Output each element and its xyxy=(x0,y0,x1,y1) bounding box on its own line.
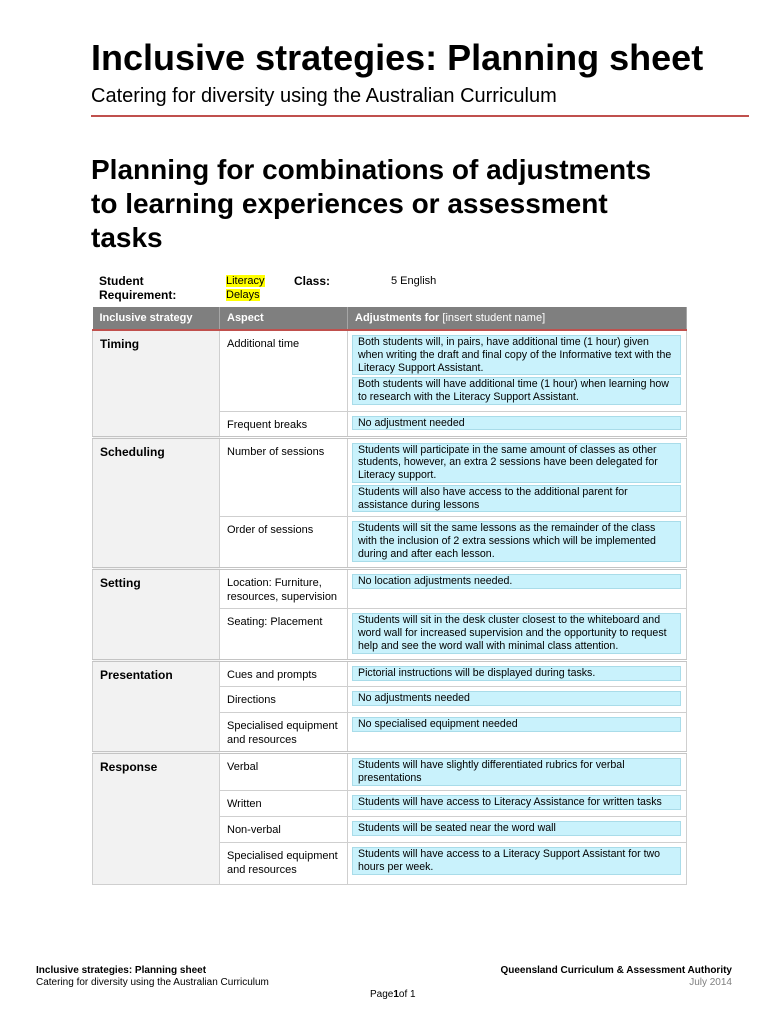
adjustment-text: No adjustments needed xyxy=(352,691,681,706)
adjustment-text: Students will have access to Literacy Assistance for written tasks xyxy=(352,795,681,810)
footer-organisation: Queensland Curriculum & Assessment Authority xyxy=(500,965,732,976)
strategy-setting: Setting xyxy=(93,569,220,661)
header-inclusive-strategy: Inclusive strategy xyxy=(93,307,220,330)
table-header-row xyxy=(93,307,687,330)
adjustment-text: No specialised equipment needed xyxy=(352,717,681,732)
adjustment-text: Both students will, in pairs, have additional time (1 hour) given when writing the draft and final copy of the Informative text with the Literacy Support Assistant. xyxy=(352,335,681,375)
adjustment-text: Students will participate in the same amount of classes as other students, however, an extra 2 sessions have been delegated for Literacy support. xyxy=(352,443,681,483)
aspect-cell: Specialised equipment and resources xyxy=(220,713,348,753)
aspect-cell: Location: Furniture, resources, supervision xyxy=(220,569,348,609)
adjustment-cell xyxy=(348,609,687,661)
title-divider xyxy=(91,115,749,117)
aspect-cell: Written xyxy=(220,791,348,817)
aspect-cell: Specialised equipment and resources xyxy=(220,843,348,885)
footer-title: Inclusive strategies: Planning sheet xyxy=(36,965,207,976)
adjustment-text: Students will have slightly differentiated rubrics for verbal presentations xyxy=(352,758,681,786)
adjustment-text: Students will be seated near the word wall xyxy=(352,821,681,836)
strategy-scheduling: Scheduling xyxy=(93,437,220,569)
student-requirement-value xyxy=(226,274,276,302)
strategy-response: Response xyxy=(93,753,220,885)
adjustments-table xyxy=(92,307,687,885)
class-value: 5 English xyxy=(391,275,437,287)
adjustment-cell xyxy=(348,411,687,437)
page-current: 1 xyxy=(393,989,399,1000)
adjustment-cell xyxy=(348,713,687,753)
student-requirement-highlight: Literacy Delays xyxy=(226,275,265,301)
footer-subtitle: Catering for diversity using the Australian Curriculum xyxy=(36,977,269,988)
student-requirement-label: Student Requirement: xyxy=(99,274,177,302)
strategy-presentation: Presentation xyxy=(93,661,220,753)
page-number xyxy=(370,989,416,1001)
table-row xyxy=(93,330,687,411)
adjustment-text: No location adjustments needed. xyxy=(352,574,681,589)
table-body xyxy=(93,330,687,885)
aspect-cell: Non-verbal xyxy=(220,817,348,843)
strategy-timing: Timing xyxy=(93,330,220,437)
table-row xyxy=(93,437,687,517)
adjustment-text: Students will sit the same lessons as the remainder of the class with the inclusion of 2 extra sessions which will be implemented during and after each lesson. xyxy=(352,521,681,561)
adjustment-cell xyxy=(348,843,687,885)
adjustment-cell xyxy=(348,517,687,569)
aspect-cell: Frequent breaks xyxy=(220,411,348,437)
aspect-cell: Additional time xyxy=(220,330,348,411)
table-row xyxy=(93,753,687,791)
adjustment-cell xyxy=(348,661,687,687)
adjustment-cell xyxy=(348,437,687,517)
header-adjustments-label: Adjustments for xyxy=(355,312,440,324)
adjustment-text: Students will have access to a Literacy Support Assistant for two hours per week. xyxy=(352,847,681,875)
aspect-cell: Verbal xyxy=(220,753,348,791)
adjustment-cell xyxy=(348,791,687,817)
aspect-cell: Directions xyxy=(220,687,348,713)
table-row xyxy=(93,661,687,687)
aspect-cell: Seating: Placement xyxy=(220,609,348,661)
adjustment-cell xyxy=(348,330,687,411)
page-suffix: of 1 xyxy=(398,989,416,1000)
header-adjustments xyxy=(348,307,687,330)
page-prefix: Page xyxy=(370,989,394,1000)
adjustment-text: No adjustment needed xyxy=(352,416,681,431)
header-student-name-placeholder: [insert student name] xyxy=(442,312,546,324)
table-header xyxy=(93,307,687,330)
adjustment-text: Both students will have additional time (1 hour) when learning how to research with the Literacy Support Assistant. xyxy=(352,377,681,405)
section-heading: Planning for combinations of adjustments to learning experiences or assessment tasks xyxy=(91,154,652,253)
document-title: Inclusive strategies: Planning sheet xyxy=(91,37,704,78)
document-subtitle: Catering for diversity using the Australian Curriculum xyxy=(91,85,557,107)
header-aspect: Aspect xyxy=(220,307,348,330)
table-row xyxy=(93,569,687,609)
adjustment-text: Students will also have access to the additional parent for assistance during lessons xyxy=(352,485,681,513)
aspect-cell: Cues and prompts xyxy=(220,661,348,687)
aspect-cell: Number of sessions xyxy=(220,437,348,517)
adjustment-cell xyxy=(348,817,687,843)
class-label: Class: xyxy=(294,274,331,288)
footer-date: July 2014 xyxy=(689,977,732,988)
adjustment-cell xyxy=(348,569,687,609)
adjustment-text: Pictorial instructions will be displayed during tasks. xyxy=(352,666,681,681)
adjustment-cell xyxy=(348,687,687,713)
aspect-cell: Order of sessions xyxy=(220,517,348,569)
adjustment-text: Students will sit in the desk cluster closest to the whiteboard and word wall for increased supervision and the opportunity to request help and see the word wall with minimal class attention. xyxy=(352,613,681,653)
adjustment-cell xyxy=(348,753,687,791)
